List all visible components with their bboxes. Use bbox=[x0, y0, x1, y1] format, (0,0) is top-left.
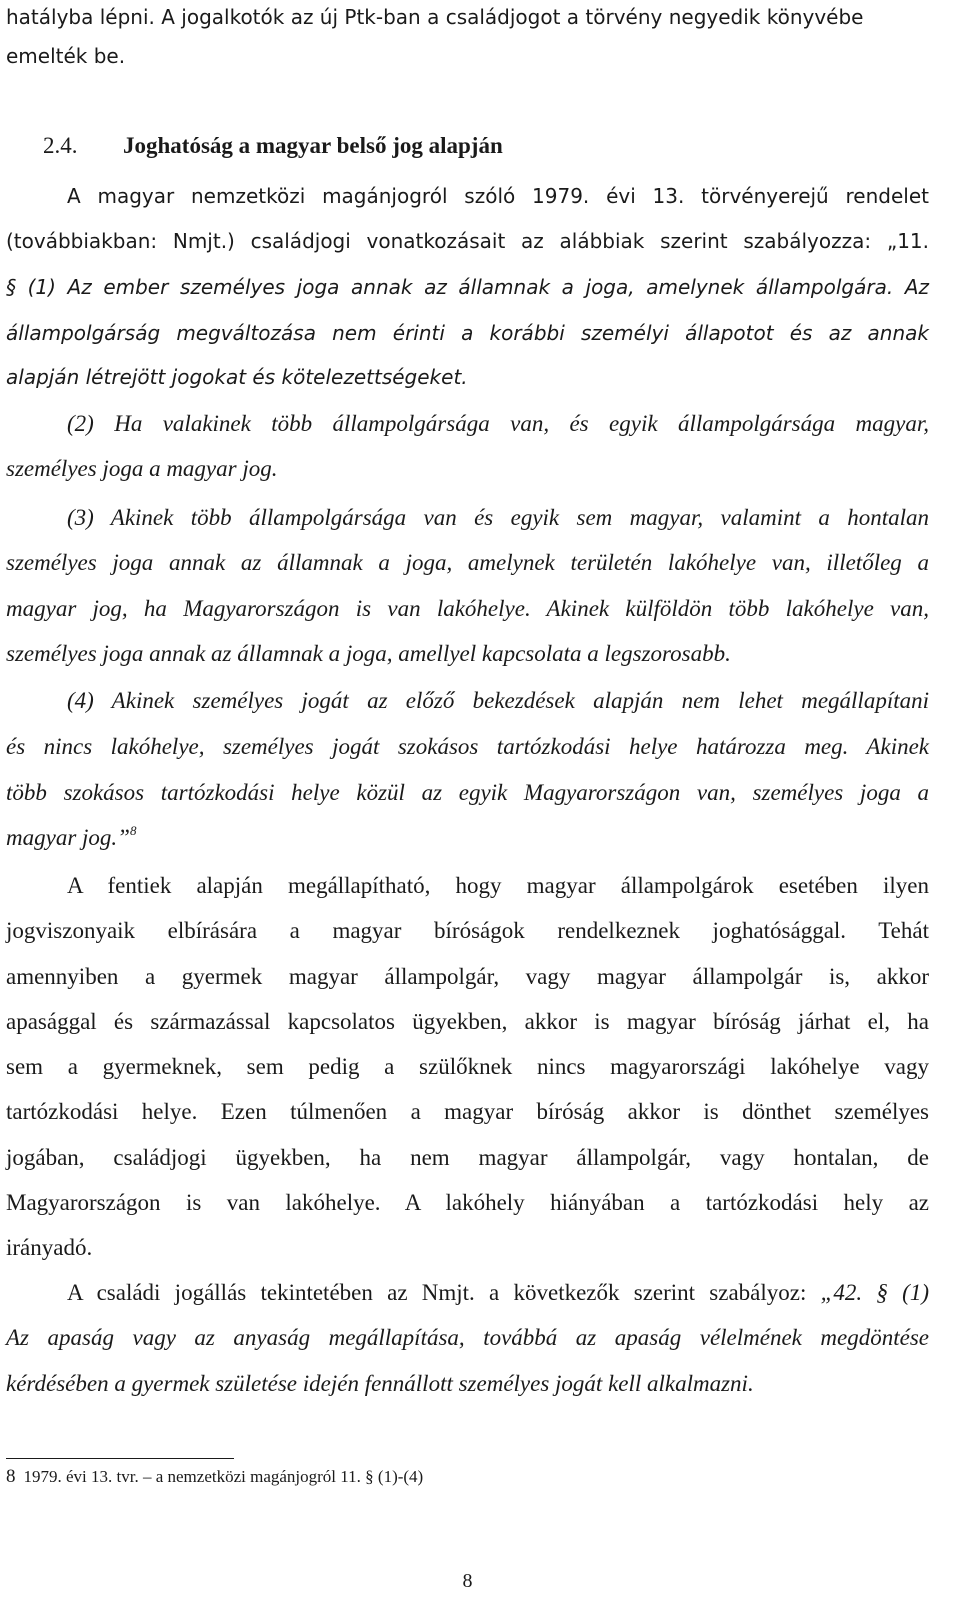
footnote-number: 8 bbox=[6, 1466, 16, 1487]
footnote-ref: 8 bbox=[129, 823, 137, 838]
text-line: Magyarországon is van lakóhelye. A lakóhely hiányában a tartózkodási hely az bbox=[6, 1190, 929, 1215]
text-line: apasággal és származással kapcsolatos ügyekben, akkor is magyar bíróság járhat el, ha bbox=[6, 1009, 929, 1034]
text-line: (4) Akinek személyes jogát az előző bekezdések alapján nem lehet megállapítani bbox=[67, 688, 929, 713]
text-line: Az apaság vagy az anyaság megállapítása, továbbá az apaság vélelmének megdöntése bbox=[6, 1325, 929, 1350]
text-line: A magyar nemzetközi magánjogról szóló 1979. évi 13. törvényerejű rendelet bbox=[67, 184, 929, 208]
text-line: kérdésében a gyermek születése idején fennállott személyes jogát kell alkalmazni. bbox=[6, 1371, 754, 1396]
quote-start: „42. § (1) bbox=[820, 1280, 929, 1305]
page-number: 8 bbox=[462, 1570, 473, 1592]
text-line: jogában, családjogi ügyekben, ha nem magyar állampolgár, vagy hontalan, de bbox=[6, 1145, 929, 1170]
section-number: 2.4. bbox=[43, 133, 78, 158]
section-title: Joghatóság a magyar belső jog alapján bbox=[123, 133, 503, 158]
footnote-text: 1979. évi 13. tvr. – a nemzetközi magánjogról 11. § (1)-(4) bbox=[23, 1467, 424, 1486]
text-line: alapján létrejött jogokat és kötelezettségeket. bbox=[6, 365, 468, 389]
text-line: emelték be. bbox=[6, 44, 126, 68]
text-line bbox=[6, 823, 929, 853]
footnote bbox=[6, 1466, 423, 1488]
text-line: jogviszonyaik elbírására a magyar bíróságok rendelkeznek joghatósággal. Tehát bbox=[6, 918, 929, 943]
text-line bbox=[6, 1278, 929, 1308]
text-line: A fentiek alapján megállapítható, hogy magyar állampolgárok esetében ilyen bbox=[67, 873, 929, 898]
text-line: amennyiben a gyermek magyar állampolgár, vagy magyar állampolgár is, akkor bbox=[6, 964, 929, 989]
text-line: személyes joga a magyar jog. bbox=[6, 456, 278, 481]
text-line: hatályba lépni. A jogalkotók az új Ptk-ban a családjogot a törvény negyedik könyvébe bbox=[6, 5, 864, 29]
text-line-content: magyar jog.” bbox=[6, 825, 130, 850]
text-line: (3) Akinek több állampolgársága van és egyik sem magyar, valamint a hontalan bbox=[67, 505, 929, 530]
text-line: több szokásos tartózkodási helye közül az egyik Magyarországon van, személyes joga a bbox=[6, 780, 929, 805]
text-line: (2) Ha valakinek több állampolgársága van, és egyik állampolgársága magyar, bbox=[67, 411, 929, 436]
text-line: és nincs lakóhelye, személyes jogát szokásos tartózkodási helye határozza meg. Akinek bbox=[6, 734, 929, 759]
text-line: magyar jog, ha Magyarországon is van lakóhelye. Akinek külföldön több lakóhelye van, bbox=[6, 596, 929, 621]
footnote-separator bbox=[6, 1458, 234, 1459]
text-line: irányadó. bbox=[6, 1235, 93, 1260]
section-heading bbox=[43, 131, 960, 161]
text-line: sem a gyermeknek, sem pedig a szülőknek nincs magyarországi lakóhelye vagy bbox=[6, 1054, 929, 1079]
text-line: (továbbiakban: Nmjt.) családjogi vonatkozásait az alábbiak szerint szabályozza: „11. bbox=[6, 229, 929, 253]
text-line-content: A családi jogállás tekintetében az Nmjt. a következők szerint szabályoz: bbox=[67, 1280, 821, 1305]
text-line: tartózkodási helye. Ezen túlmenően a magyar bíróság akkor is dönthet személyes bbox=[6, 1099, 929, 1124]
text-line: § (1) Az ember személyes joga annak az államnak a joga, amelynek állampolgára. Az bbox=[6, 275, 929, 299]
text-line: személyes joga annak az államnak a joga, amellyel kapcsolata a legszorosabb. bbox=[6, 641, 731, 666]
text-line: személyes joga annak az államnak a joga, amelynek területén lakóhelye van, illetőleg a bbox=[6, 550, 929, 575]
text-line: állampolgárság megváltozása nem érinti a korábbi személyi állapotot és az annak bbox=[6, 321, 929, 345]
